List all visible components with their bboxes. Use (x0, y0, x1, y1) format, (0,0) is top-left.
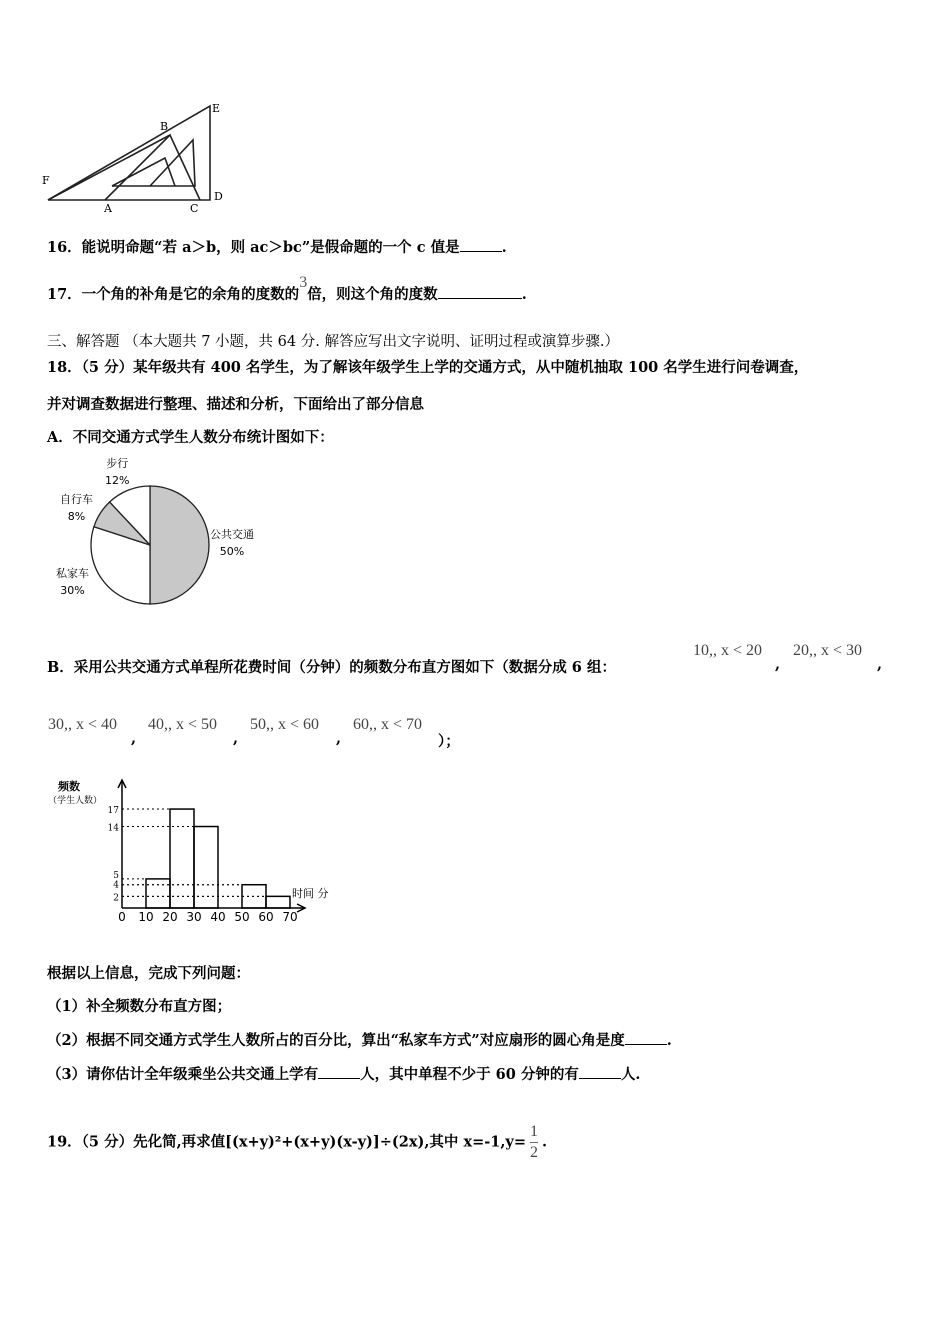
point-B: B (160, 120, 169, 133)
x-tick-label: 60 (258, 910, 274, 924)
group-2: 20,, x < 30 (793, 642, 863, 659)
point-A: A (104, 202, 112, 215)
hist-bar (194, 827, 218, 908)
question-17: 17．一个角的补角是它的余角的度数的3倍，则这个角的度数 . (47, 274, 527, 303)
y-tick-label: 14 (107, 823, 119, 834)
pie-label-bike: 自行车 8% (60, 493, 93, 523)
sub-2: （2）根据不同交通方式学生人数所占的百分比，算出“私家车方式”对应扇形的圆心角是度 . (47, 1032, 672, 1049)
part-b: B．采用公共交通方式单程所花费时间（分钟）的频数分布直方图如下（数据分成 6 组： (47, 659, 616, 676)
question-16: 16．能说明命题“若 a＞b，则 ac＞bc”是假命题的一个 c 值是 . (47, 239, 507, 256)
hist-ylabel2: （学生人数） (48, 796, 103, 806)
hist-xlabel: 时间 分 (292, 887, 329, 900)
question-18-line1: 18．（5 分）某年级共有 400 名学生，为了解该年级学生上学的交通方式，从中随机抽取 100 名学生进行问卷调查， (47, 359, 809, 376)
point-D: D (214, 190, 223, 203)
x-tick-label: 20 (162, 910, 178, 924)
group-5: 50,, x < 60 (250, 716, 320, 733)
y-tick-label: 4 (113, 880, 119, 891)
section-3-heading: 三、解答题 （本大题共 7 小题，共 64 分. 解答应写出文字说明、证明过程或演算步骤.） (47, 334, 620, 350)
y-tick-label: 2 (113, 893, 119, 904)
hist-bar (170, 809, 194, 908)
part-a: A．不同交通方式学生人数分布统计图如下： (47, 429, 334, 446)
point-F: F (42, 174, 50, 187)
hist-bar (266, 896, 290, 908)
pie-label-walk: 步行 12% (105, 457, 130, 487)
group-3: 30,, x < 40 (48, 716, 118, 733)
question-19: 19．（5 分）先化简,再求值[(x+y)²+(x+y)(x-y)]÷(2x),其中 x=-1,y= $\frac{1}{2}$ . (47, 1123, 548, 1161)
x-tick-label: 30 (186, 910, 202, 924)
x-tick-label: 0 (118, 910, 126, 924)
question-18-line2: 并对调查数据进行整理、描述和分析，下面给出了部分信息 (47, 396, 424, 413)
sub-1: （1）补全频数分布直方图； (47, 998, 232, 1015)
point-E: E (212, 102, 221, 115)
sub-3: （3）请你估计全年级乘坐公共交通上学有 人，其中单程不少于 60 分钟的有 人. (47, 1066, 641, 1083)
intro: 根据以上信息，完成下列问题： (47, 965, 250, 982)
point-C: C (190, 202, 199, 215)
group-1: 10,, x < 20 (693, 642, 763, 659)
pie-label-public: 公共交通 50% (210, 528, 254, 558)
group-6: 60,, x < 70 (353, 716, 423, 733)
hist-bar (146, 879, 170, 908)
y-tick-label: 17 (107, 806, 119, 817)
y-tick-label: 5 (113, 870, 119, 881)
x-tick-label: 50 (234, 910, 250, 924)
pie-label-car: 私家车 30% (56, 567, 89, 597)
hist-ylabel: 频数 (58, 780, 80, 793)
x-tick-label: 10 (138, 910, 154, 924)
x-tick-label: 70 (282, 910, 298, 924)
x-tick-label: 40 (210, 910, 226, 924)
group-4: 40,, x < 50 (148, 716, 218, 733)
groups-end: ）； (438, 733, 460, 750)
exam-page: E B F A C D 16．能说明命题“若 a＞b，则 ac＞bc”是假命题的一个 c 值是 . 17．一个角的补角是它的余角的度数的3倍，则这个角的度数 . 三、解答题 （本大题共 7 小题，共 64 分. 解答应写出文字说明、证明过程或演算步骤.） 18．（5 分）某年级共有 400 名学生，为了解该年级学生上学的交通方式，从中随机抽取 100 名学生进行问卷调查， 并对调查数据进行整理、描述和分析，下面给出了部分信息 A．不同交通方式学生人数分布统计图如下： 步行 12% 自行车 8% 公共交通 50% 私家车 30% B．采用公共交通方式单程所花费时间（分钟）的频数分布直方图如下（数据分成 6 组： 10,, x < 20 , 20,, x < 30 , 30,, x < 40 , 40,, x < 50 , 50,, x < 60 , 60,, x < 70 ）； 2 4 5 14 17 0 10 20 30 40 50 60 70 频数 （学生人数） 时间 分 根据以上信息，完成下列问题： （1）补全频数分布直方图； （2）根据不同交通方式学生人数所占的百分比，算出“私家车方式”对应扇形的圆心角是度 . （3）请你估计全年级乘坐公共交通上学有 人，其中单程不少于 60 分钟的有 人. 19．（5 分）先化简,再求值[(x+y)²+(x+y)(x-y)]÷(2x),其中 x=-1,y= $\frac{1}{2}$ . (0, 0, 950, 1344)
